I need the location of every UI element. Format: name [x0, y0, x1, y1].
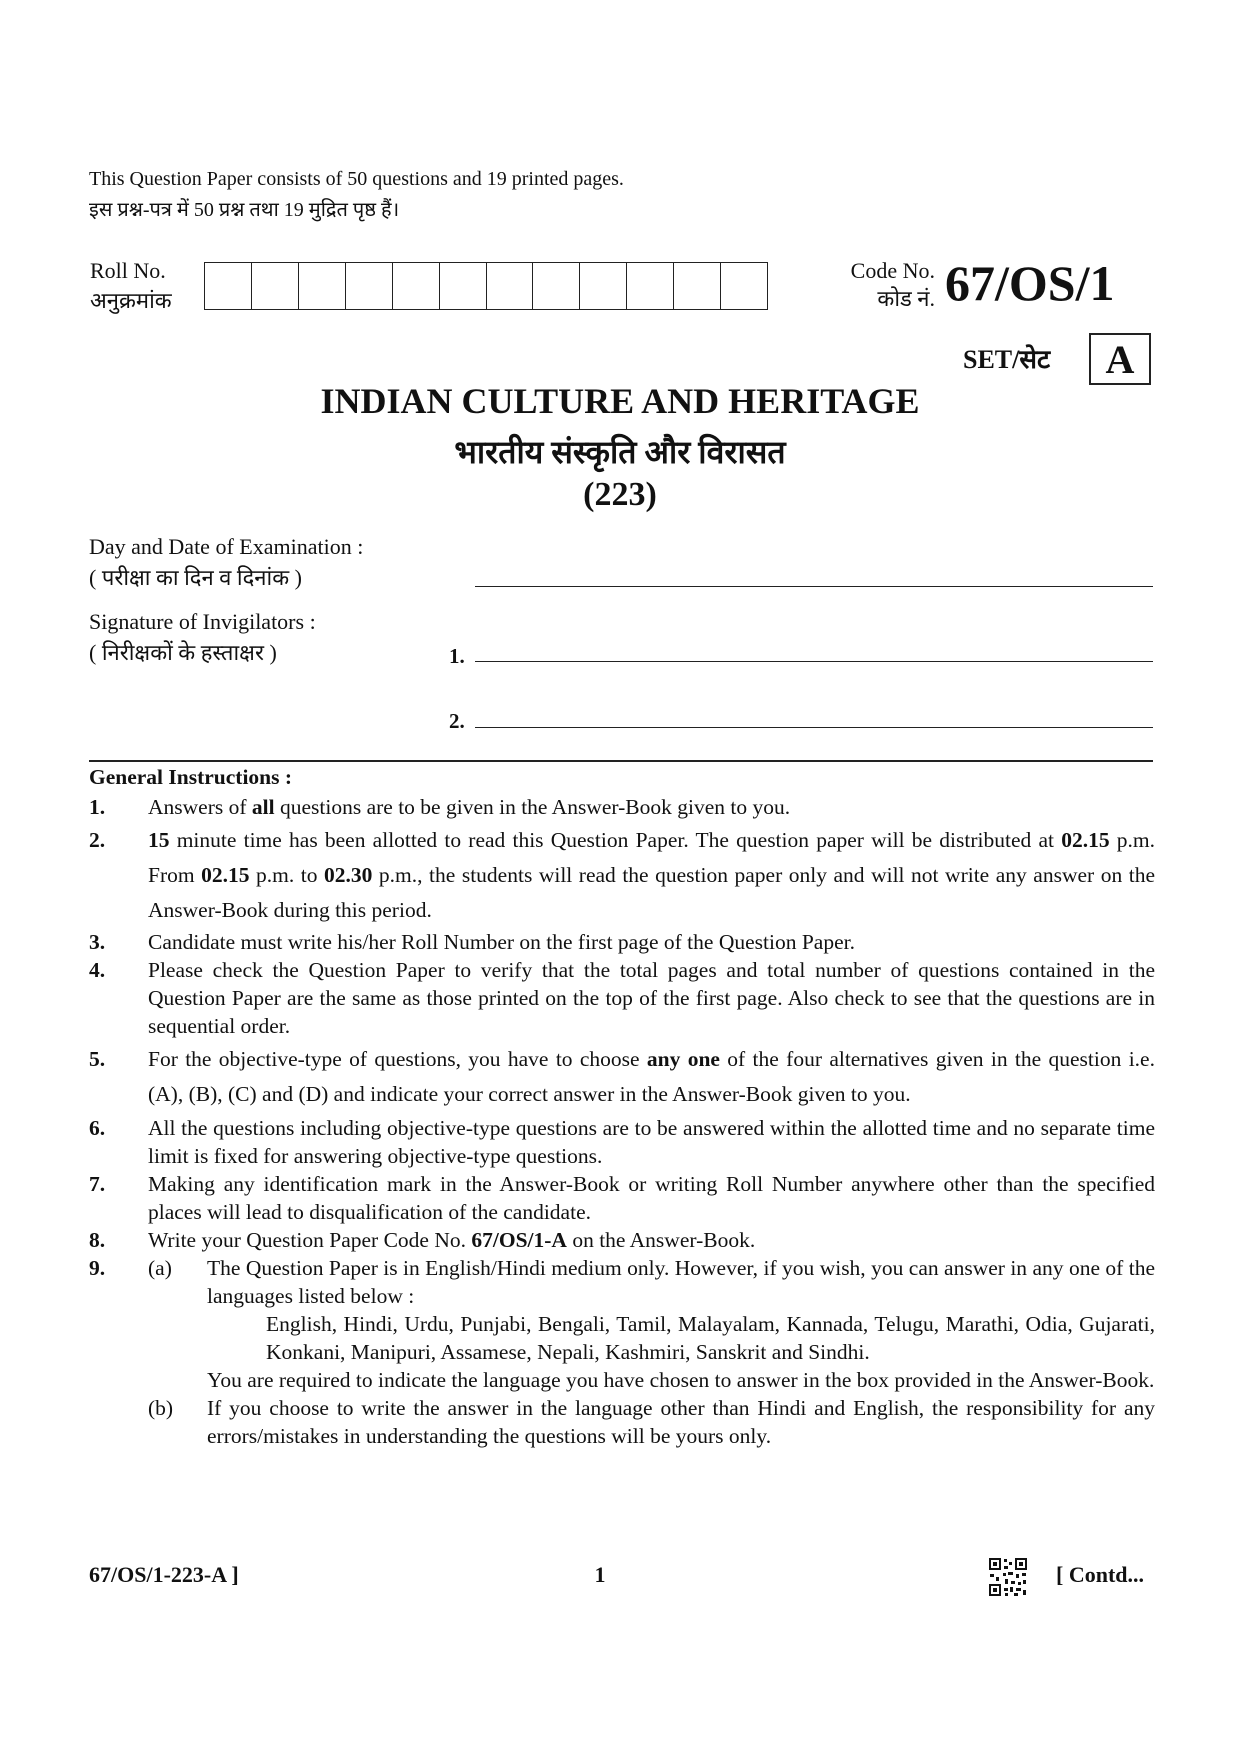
roll-cell[interactable]	[346, 263, 393, 309]
title-english: INDIAN CULTURE AND HERITAGE	[320, 381, 920, 421]
signature-label-hindi: ( निरीक्षकों के हस्ताक्षर )	[89, 640, 277, 665]
roll-cell[interactable]	[252, 263, 299, 309]
instruction-item: 1. Answers of all questions are to be given in the Answer-Book given to you.	[89, 795, 791, 819]
roll-number-grid[interactable]	[204, 262, 768, 310]
roll-cell[interactable]	[580, 263, 627, 309]
instruction-item: 5. For the objective-type of questions, you have to choose any one of the four alternatives given in the question i.e. (A), (B), (C) and (D) and indicate your correct answer in the Answer-Book given to you.	[89, 1047, 1155, 1106]
roll-label	[90, 256, 172, 316]
instruction-item: 2. 15 minute time has been allotted to read this Question Paper. The question paper will be distributed at 02.15 p.m. From 02.15 p.m. to 02.30 p.m., the students will read the question paper only and will not write any answer on the Answer-Book during this period.	[89, 828, 1156, 922]
instruction-item: 8. Write your Question Paper Code No. 67/OS/1-A on the Answer-Book.	[89, 1228, 756, 1252]
roll-cell[interactable]	[393, 263, 440, 309]
subject-code: (223)	[583, 476, 657, 513]
title-hindi: भारतीय संस्कृति और विरासत	[454, 434, 786, 470]
languages-list: English, Hindi, Urdu, Punjabi, Bengali, Tamil, Malayalam, Kannada, Telugu, Marathi, Odia, Gujarati, Konkani, Manipuri, Assamese, Nepali, Kashmiri, Sanskrit and Sindhi.	[266, 1312, 1155, 1364]
date-fill-line[interactable]	[475, 586, 1153, 587]
general-instructions	[89, 763, 1155, 1450]
roll-label-hindi: अनुक्रमांक	[90, 288, 172, 313]
roll-cell[interactable]	[440, 263, 487, 309]
page-number: 1	[594, 1562, 606, 1587]
roll-cell[interactable]	[205, 263, 252, 309]
roll-cell[interactable]	[299, 263, 346, 309]
code-label-english: Code No.	[850, 258, 935, 283]
code-block	[835, 255, 1155, 315]
code-label	[835, 257, 935, 313]
divider	[89, 760, 1153, 762]
header-line-hindi: इस प्रश्न-पत्र में 50 प्रश्न तथा 19 मुद्रित पृष्ठ हैं।	[89, 199, 400, 221]
signature-1-line[interactable]	[475, 661, 1153, 662]
set-box: A	[1089, 333, 1151, 385]
instruction-sub-a: (a) The Question Paper is in English/Hindi medium only. However, if you wish, you can answer in any one of the languages listed below : English, Hindi, Urdu, Punjabi, Bengali, Tamil, Malayalam, Kannada, Telugu, Marathi, Odia, Gujarati, Konkani, Manipuri, Assamese, Nepali, Kashmiri, Sanskrit and Sindhi. You are required to indicate the language you have chosen to answer in the box provided in the Answer-Book.	[148, 1256, 1155, 1392]
code-label-hindi: कोड नं.	[877, 286, 935, 311]
roll-cell[interactable]	[627, 263, 674, 309]
continued-label: [ Contd...	[1056, 1562, 1145, 1587]
instruction-item: 3. Candidate must write his/her Roll Number on the first page of the Question Paper.	[89, 930, 855, 954]
instruction-item: 4. Please check the Question Paper to verify that the total pages and total number of questions contained in the Question Paper are the same as those printed on the top of the first page. Also check to see that the questions are in sequential order.	[89, 958, 1155, 1038]
date-label-hindi: ( परीक्षा का दिन व दिनांक )	[89, 565, 302, 590]
signature-2-line[interactable]	[475, 727, 1153, 728]
instruction-item: 9. (a) The Question Paper is in English/Hindi medium only. However, if you wish, you can answer in any one of the languages listed below : English, Hindi, Urdu, Punjabi, Bengali, Tamil, Malayalam, Kannada, Telugu, Marathi, Odia, Gujarati, Konkani, Manipuri, Assamese, Nepali, Kashmiri, Sanskrit and Sindhi. You are required to indicate the language you have chosen to answer in the box provided in the Answer-Book. (b) If you choose to write the answer in the language other than Hindi and English, the responsibility for any errors/mistakes in understanding the questions will be yours only.	[89, 1256, 1155, 1448]
roll-cell[interactable]	[674, 263, 721, 309]
roll-cell[interactable]	[533, 263, 580, 309]
code-value: 67/OS/1	[945, 255, 1115, 311]
instruction-item: 7. Making any identification mark in the Answer-Book or writing Roll Number anywhere other than the specified places will lead to disqualification of the candidate.	[89, 1172, 1155, 1224]
roll-cell[interactable]	[487, 263, 534, 309]
header-line-english: This Question Paper consists of 50 questions and 19 printed pages.	[89, 168, 624, 190]
date-label-english: Day and Date of Examination :	[89, 534, 364, 559]
signature-2-number: 2.	[449, 709, 465, 733]
signature-label-english: Signature of Invigilators :	[89, 609, 316, 634]
set-label: SET/सेट	[963, 345, 1051, 374]
instruction-item: 6. All the questions including objective-type questions are to be answered within the allotted time and no separate time limit is fixed for answering objective-type questions.	[89, 1116, 1155, 1168]
roll-cell[interactable]	[721, 263, 767, 309]
roll-label-english: Roll No.	[90, 258, 166, 283]
instructions-title: General Instructions :	[89, 765, 293, 789]
instruction-sub-b: (b) If you choose to write the answer in the language other than Hindi and English, the responsibility for any errors/mistakes in understanding the questions will be yours only.	[148, 1396, 1155, 1448]
qr-code-icon	[988, 1557, 1028, 1597]
footer-code: 67/OS/1-223-A ]	[89, 1562, 239, 1587]
signature-1-number: 1.	[449, 644, 465, 668]
